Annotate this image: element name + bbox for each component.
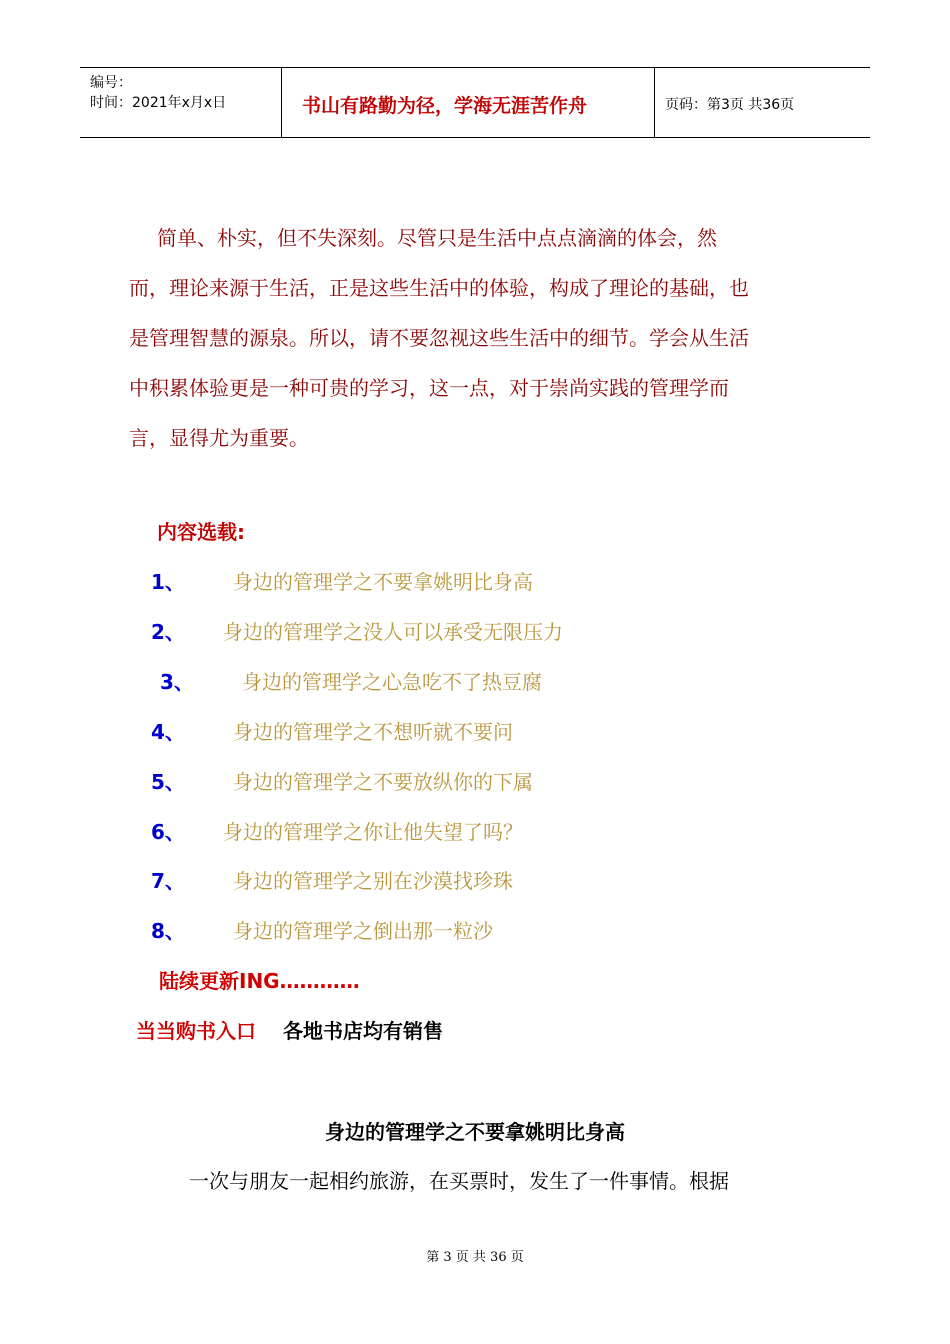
header-page-cell — [655, 68, 870, 137]
list-item-link[interactable]: 身边的管理学之没人可以承受无限压力 — [223, 620, 563, 644]
paragraph-line: 简单、朴实，但不失深刻。尽管只是生活中点点滴滴的体会，然 — [157, 226, 717, 250]
list-item-link[interactable]: 身边的管理学之倒出那一粒沙 — [233, 919, 493, 943]
list-item-number: 6、 — [151, 820, 185, 844]
paragraph-line: 言，显得尤为重要。 — [129, 426, 309, 450]
header-page-indicator: 页码：第3页 共36页 — [665, 97, 795, 113]
list-item-number: 3、 — [160, 670, 194, 694]
list-item-link[interactable]: 身边的管理学之不要拿姚明比身高 — [233, 570, 533, 594]
bookstore-note: 各地书店均有销售 — [282, 1019, 443, 1043]
list-item-number: 1、 — [151, 570, 185, 594]
article-first-line: 一次与朋友一起相约旅游，在买票时，发生了一件事情。根据 — [189, 1169, 729, 1193]
article-title: 身边的管理学之不要拿姚明比身高 — [325, 1120, 625, 1144]
header-motto: 书山有路勤为径，学海无涯苦作舟 — [302, 95, 588, 117]
doc-number-label: 编号： — [90, 75, 132, 91]
paragraph-line: 是管理智慧的源泉。所以，请不要忽视这些生活中的细节。学会从生活 — [129, 326, 749, 350]
list-item-link[interactable]: 身边的管理学之不要放纵你的下属 — [233, 770, 533, 794]
list-item-link[interactable]: 身边的管理学之你让他失望了吗？ — [223, 820, 523, 844]
list-item-link[interactable]: 身边的管理学之心急吃不了热豆腐 — [242, 670, 542, 694]
dangdang-buy-link[interactable]: 当当购书入口 — [136, 1019, 256, 1043]
page-header — [80, 67, 870, 138]
list-item-link[interactable]: 身边的管理学之不想听就不要问 — [233, 720, 513, 744]
page-footer: 第 3 页 共 36 页 — [426, 1250, 524, 1265]
header-meta-cell — [80, 68, 282, 137]
intro-paragraph — [129, 213, 829, 463]
list-item-number: 7、 — [151, 869, 185, 893]
list-item-number: 2、 — [151, 620, 185, 644]
list-item-number: 8、 — [151, 919, 185, 943]
updating-notice: 陆续更新ING………… — [159, 969, 360, 993]
list-item-number: 5、 — [151, 770, 185, 794]
doc-time-label: 时间：2021年x月x日 — [90, 95, 227, 111]
header-motto-cell — [282, 68, 655, 137]
list-item-number: 4、 — [151, 720, 185, 744]
contents-title: 内容选载: — [157, 520, 245, 544]
paragraph-line: 而，理论来源于生活，正是这些生活中的体验，构成了理论的基础，也 — [129, 276, 749, 300]
list-item-link[interactable]: 身边的管理学之别在沙漠找珍珠 — [233, 869, 513, 893]
paragraph-line: 中积累体验更是一种可贵的学习，这一点，对于崇尚实践的管理学而 — [129, 376, 729, 400]
purchase-row — [136, 1015, 443, 1044]
